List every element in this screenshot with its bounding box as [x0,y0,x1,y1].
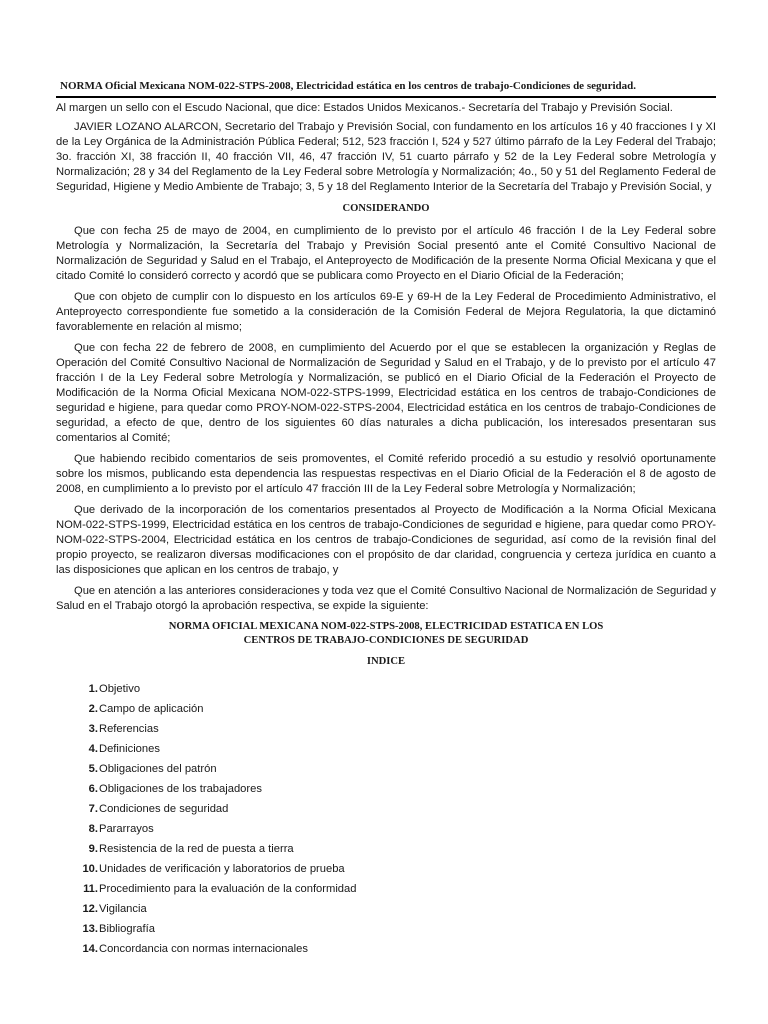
indice-item [56,759,716,779]
indice-item [56,919,716,939]
indice-item-number: 1. [88,683,98,695]
considerando-paragraph-5: Que derivado de la incorporación de los comentarios presentados al Proyecto de Modificación a la Norma Oficial Mexicana NOM-022-STPS-1999, Electricidad estática en los centros de trabajo-Condiciones de seguridad e higiene, para quedar como PROY-NOM-022-STPS-2004, Electricidad estática en los centros de trabajo-Condiciones de seguridad, así como de la revisión final del propio proyecto, se realizaron diversas modificaciones con el propósito de dar claridad, congruencia y certeza jurídica en cuanto a las disposiciones que aplican en los centros de trabajo, y [56,504,716,576]
indice-item-number: 11. [83,883,98,895]
norma-heading-line-2: CENTROS DE TRABAJO-CONDICIONES DE SEGURIDAD [243,635,529,646]
indice-item [56,719,716,739]
indice-list [56,679,716,959]
indice-item-number: 8. [88,823,98,835]
indice-item-label: Obligaciones del patrón [99,763,217,775]
indice-item [56,739,716,759]
indice-item [56,779,716,799]
indice-item-number: 5. [88,763,98,775]
indice-item-label: Campo de aplicación [99,703,204,715]
indice-item-number: 14. [82,943,98,955]
indice-item-label: Resistencia de la red de puesta a tierra [99,843,294,855]
indice-item-label: Concordancia con normas internacionales [99,943,308,955]
norma-heading-line-1: NORMA OFICIAL MEXICANA NOM-022-STPS-2008, ELECTRICIDAD ESTATICA EN LOS [168,621,604,632]
indice-item-label: Bibliografía [99,923,155,935]
indice-item-number: 7. [88,803,98,815]
indice-item [56,679,716,699]
indice-item-label: Referencias [99,723,159,735]
indice-item [56,939,716,959]
indice-item-number: 6. [88,783,98,795]
indice-item-label: Obligaciones de los trabajadores [99,783,262,795]
indice-item [56,839,716,859]
indice-item-number: 12. [82,903,98,915]
indice-item [56,819,716,839]
indice-item-label: Definiciones [99,743,160,755]
indice-item [56,799,716,819]
indice-item-label: Condiciones de seguridad [99,803,229,815]
document-page [56,76,716,959]
considerando-paragraph-6: Que en atención a las anteriores consideraciones y toda vez que el Comité Consultivo Nacional de Normalización de Seguridad y Salud en el Trabajo otorgó la aprobación respectiva, se expide la siguiente: [56,585,716,612]
considerando-paragraph-2: Que con objeto de cumplir con lo dispuesto en los artículos 69-E y 69-H de la Ley Federal de Procedimiento Administrativo, el Anteproyecto correspondiente fue sometido a la consideración de la Comisión Federal de Mejora Regulatoria, la que dictaminó favorablemente en relación al mismo; [56,291,716,333]
intro-paragraph: JAVIER LOZANO ALARCON, Secretario del Trabajo y Previsión Social, con fundamento en los artículos 16 y 40 fracciones I y XI de la Ley Orgánica de la Administración Pública Federal; 512, 523 fracción I, 524 y 527 último párrafo de la Ley Federal del Trabajo; 3o. fracción XI, 38 fracción II, 40 fracción VII, 46, 47 fracción IV, 51 cuarto párrafo y 52 de la Ley Federal sobre Metrología y Normalización; 28 y 34 del Reglamento de la Ley Federal sobre Metrología y Normalización; 4o., 50 y 51 del Reglamento Federal de Seguridad, Higiene y Medio Ambiente de Trabajo; 3, 5 y 18 del Reglamento Interior de la Secretaría del Trabajo y Previsión Social, y [56,121,716,193]
indice-heading: INDICE [366,656,406,667]
indice-item-label: Objetivo [99,683,141,695]
indice-item-number: 10. [82,863,98,875]
indice-item-number: 3. [88,723,98,735]
indice-item [56,859,716,879]
considerando-paragraph-1: Que con fecha 25 de mayo de 2004, en cumplimiento de lo previsto por el artículo 46 fracción I de la Ley Federal sobre Metrología y Normalización, la Secretaría del Trabajo y Previsión Social presentó ante el Comité Consultivo Nacional de Normalización de Seguridad y Salud en el Trabajo, el Anteproyecto de Modificación de la presente Norma Oficial Mexicana y que el citado Comité lo consideró correcto y acordó que se publicara como Proyecto en el Diario Oficial de la Federación; [56,225,716,282]
indice-item-label: Unidades de verificación y laboratorios de prueba [99,863,345,875]
norma-heading [56,620,716,648]
document-title: NORMA Oficial Mexicana NOM-022-STPS-2008, Electricidad estática en los centros de trabajo-Condiciones de seguridad. [56,76,716,98]
indice-item [56,879,716,899]
indice-item [56,899,716,919]
preamble: Al margen un sello con el Escudo Nacional, que dice: Estados Unidos Mexicanos.- Secretaría del Trabajo y Previsión Social. [56,102,673,114]
indice-item-number: 9. [88,843,98,855]
indice-item-number: 4. [88,743,98,755]
indice-item-number: 13. [82,923,98,935]
indice-item-number: 2. [88,703,98,715]
considerando-heading: CONSIDERANDO [342,203,430,214]
indice-item [56,699,716,719]
indice-item-label: Procedimiento para la evaluación de la conformidad [99,883,357,895]
indice-item-label: Pararrayos [99,823,154,835]
considerando-paragraph-4: Que habiendo recibido comentarios de seis promoventes, el Comité referido procedió a su estudio y resolvió oportunamente sobre los mismos, publicando esta dependencia las respuestas respectivas en el Diario Oficial de la Federación el 8 de agosto de 2008, en cumplimiento a lo previsto por el artículo 47 fracción III de la Ley Federal sobre Metrología y Normalización; [56,453,716,495]
indice-item-label: Vigilancia [99,903,147,915]
considerando-paragraph-3: Que con fecha 22 de febrero de 2008, en cumplimiento del Acuerdo por el que se establecen la organización y Reglas de Operación del Comité Consultivo Nacional de Normalización de Seguridad y Salud en el Trabajo, y de lo previsto por el artículo 47 fracción I de la Ley Federal sobre Metrología y Normalización, se publicó en el Diario Oficial de la Federación el Proyecto de Modificación de la Norma Oficial Mexicana NOM-022-STPS-1999, Electricidad estática en los centros de trabajo-Condiciones de seguridad e higiene, para quedar como PROY-NOM-022-STPS-2004, Electricidad estática en los centros de trabajo-Condiciones de seguridad, a efecto de que, dentro de los siguientes 60 días naturales a dicha publicación, los interesados presentaran sus comentarios al Comité; [56,342,716,444]
